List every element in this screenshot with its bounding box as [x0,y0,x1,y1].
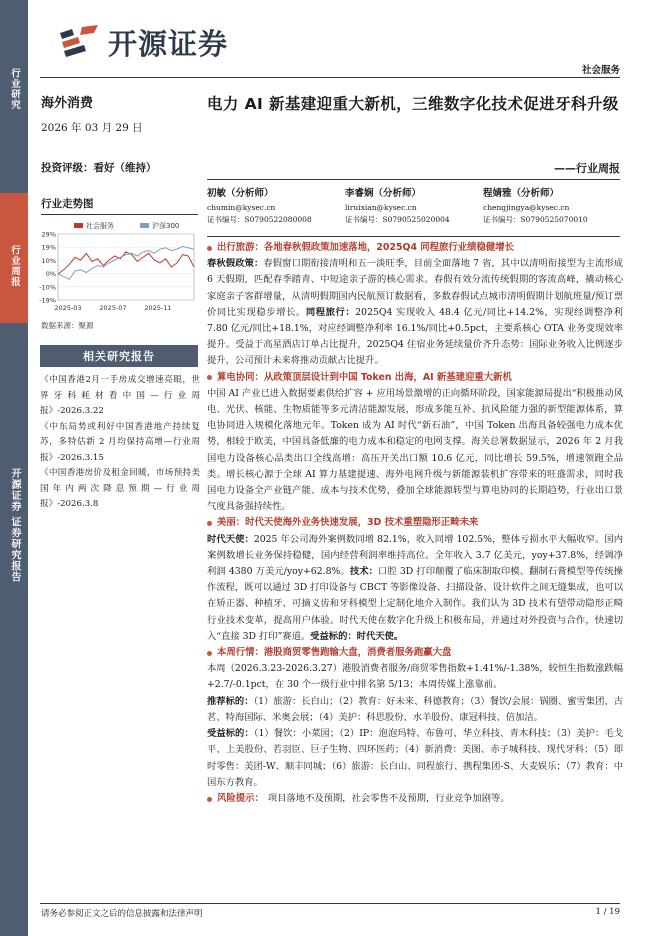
bullet-icon [207,246,212,251]
analyst-list [207,187,623,226]
x-tick-label: 2025-11 [144,304,172,312]
trend-chart-title: 行业走势图 [41,198,94,210]
analyst-cert: 证书编号：S0790525020004 [345,215,450,224]
related-reports-list [40,373,200,513]
section-paragraph: 本周（2026.3.23-2026.3.27）港股消费者服务/商贸零售指数+1.41%/-1.38%，较恒生指数涨跌幅+2.7/-0.1pct，在 30 个一级行业中排名第 5/13；本周传媒上涨靠前。 [207,663,623,691]
bullet-icon [207,521,212,526]
side-band [0,0,28,936]
side-band-top [0,0,28,193]
analyst-email[interactable]: chumin@kysec.cn [207,203,276,212]
footer-divider [40,903,620,904]
analyst-divider [207,179,620,180]
report-type: ——行业周报 [554,162,620,175]
related-report-link[interactable]: 《中东局势或利好中国香港地产持续复苏，多特估新 2 月均保持高增—行业周报》-2026.3.15 [40,421,200,463]
y-tick-label: -10% [39,283,56,292]
analyst-name: 初敏（分析师） [207,188,274,199]
bullet-icon [207,651,212,656]
report-date: 2026 年 03 月 29 日 [41,122,143,134]
side-band-mid [0,193,28,323]
related-reports-title: 相关研究报告 [40,345,198,367]
beneficiary-stocks: 受益标的：（1）餐饮：小菜园；（2）IP：泡泡玛特、布鲁可、华立科技、青木科技；（3）美护：毛戈平、上美股份、若羽臣、巨子生物、四环医药；（4）新消费：美图、赤子城科技、现代牙科；（5）即时零售：美团-W、顺丰同城；（6）旅游：长白山、同程旅行、携程集团-S、大麦娱乐；（7）教育：中国东方教育。 [207,728,623,788]
side-label-brand: 开源证券 证券研究报告 [9,468,20,583]
trend-chart-svg [34,216,200,316]
brand-logo [58,22,228,63]
legend-label: 沪深300 [152,222,180,230]
recommended-stocks: 推荐标的：（1）旅游：长白山；（2）教育：好未来、科德教育；（3）餐饮/会展：锅圈、蜜雪集团、古茗、特海国际、米奥会展；（4）美护：科思股份、水羊股份、康冠科技、倍加洁。 [207,695,624,723]
analyst-name: 程婧雅（分析师） [483,188,560,199]
brand-mark-icon [58,25,102,61]
footer-disclaimer: 请务必参阅正文之后的信息披露和法律声明 [41,909,203,919]
section-paragraph: 春秋假政策：春假窗口期衔接清明和五一淡旺季，目前全面落地 7 省，其中以清明衔接型为主流形成 6 天假期，匹配春季踏青、中短途亲子游的核心需求。春假有效分流传统假期的客流高峰，撬动核心家庭亲子客群增量，从清明假期国内民航预订数据看，多数春假试点城市清明假期计划航班量/预订票价同比实现稳步增长。同程旅行：2025Q4 实现收入 48.4 亿元/同比+14.2%，实现经调整净利 7.80 亿元/同比+18.1%，对应经调整净利率 16.1%/同比+0.5pct，主要系核心 OTA 业务变现效率提升。受益于高星酒店订单占比提升，2025Q4 住宿业务延续量价齐升态势：国际业务收入比例逐步提升，公司预计未来将推动贡献占比提升。 [207,258,623,367]
analyst-name: 李睿娴（分析师） [345,188,422,199]
industry-tag: 社会服务 [581,65,620,76]
legend-swatch [74,223,83,228]
analyst-divider-bottom [207,236,620,237]
chart-source: 数据来源：聚源 [41,321,94,330]
y-tick-label: 19% [41,243,56,252]
chart-frame [58,234,194,300]
bullet-icon [207,797,212,802]
analyst-email[interactable]: liruixian@kysec.cn [345,203,417,212]
legend-swatch [140,223,149,228]
header-divider [40,77,620,78]
analyst-card [483,187,621,226]
analyst-cert: 证书编号：S0790525070010 [483,215,588,224]
section-heading-beauty: 美丽：时代天使海外业务快速发展，3D 技术重塑隐形正畸未来 [207,515,623,531]
y-tick-label: 10% [41,256,56,265]
x-tick-label: 2025-07 [99,304,127,312]
side-band-bottom [0,323,28,936]
analyst-card [207,187,345,226]
legend-label: 社会服务 [86,222,114,230]
section-heading-travel: 出行旅游：各地春秋假政策加速落地，2025Q4 同程旅行业绩稳健增长 [207,240,623,256]
brand-name: 开源证券 [108,27,229,61]
trend-chart [34,216,200,316]
report-body [207,240,623,807]
y-tick-label: 29% [41,230,56,239]
bullet-icon [207,375,212,380]
page-number: 1 / 19 [595,907,620,917]
analyst-cert: 证书编号：S0790522080008 [207,215,312,224]
risk-text: 项目落地不及预期，社会零售不及预期，行业竞争加剧等。 [267,792,510,804]
trend-divider [41,214,198,215]
section-paragraph: 中国 AI 产业已进入数据要素供给扩容 + 应用场景激增的正向循环阶段，国家能源局提出“积极推动风电、光伏、核能、生物质能等多元清洁能源发展，形成多能互补、抗风险能力强的新型能源体系，算电协同进入规模化落地元年。Token 成为 AI 时代“新石油”，中国 Token 出海具备较强电力成本优势，相较于欧美，中国具备低廉的电力成本和稳定的电网支撑。海关总署数据显示，2026 年 2 月我国电力设备核心品类出口全线高增：高压开关出口额 10.6 亿元，同比增长 59.5%，增速领跑全品类。增长核心源于全球 AI 算力基建提速、海外电网升级与新能源装机扩容带来的旺盛需求，同时我国电力设备全产业链产能、成本与技术优势，叠加全球能源转型与算电协同的长期趋势，行业出口景气度具备强持续性。 [207,387,623,513]
related-report-link[interactable]: 《中国香港房价及租金回暖，市场预持美国年内两次降息预期—行业周报》-2026.3.8 [40,468,200,509]
sector-name: 海外消费 [41,96,94,111]
section-heading-risk: 风险提示： 项目落地不及预期，社会零售不及预期，行业竞争加剧等。 [207,791,623,807]
analyst-card [345,187,483,226]
analyst-email[interactable]: chengjingya@kysec.cn [483,203,570,212]
section-heading-power: 算电协同：从政策顶层设计到中国 Token 出海，AI 新基建迎重大新机 [207,370,623,386]
x-tick-label: 2025-03 [54,304,82,312]
investment-rating: 投资评级：看好（维持） [41,162,157,174]
section-heading-market: 本周行情：港股商贸零售跑输大盘，消费者服务跑赢大盘 [207,645,623,661]
side-label-weekly: 行业周报 [9,245,20,287]
section-paragraph: 时代天使：2025 年公司海外案例数同增 82.1%，收入同增 102.5%，整体亏损水平大幅收窄。国内案例数增长业务保持稳健，国内经营利润率维持高位。全年收入 3.7 亿美元，yoy+37.8%，经调净利润 4380 万美元/yoy+62.8%。技术：口腔 3D 打印颠覆了临床制取印模、翻制石膏模型等传统操作流程，既可以通过 3D 打印设备与 CBCT 等影像设备、扫描设备、设计软件之间无缝集成，也可以在矫正器、种植牙、可摘义齿和牙科模型上定制化地介入制作。我们认为 3D 技术有望带动隐形正畸行业技术变革，提高用户体验。时代天使在数字化升级上积极布局，并通过对外投资与合作，快速切入“直接 3D 打印”赛道。受益标的：时代天使。 [207,533,623,642]
report-title: 电力 AI 新基建迎重大新机，三维数字化技术促进牙科升级 [207,95,619,113]
y-tick-label: 0% [45,270,56,279]
related-report-link[interactable]: 《中国香港2月一手房成交增速亮眼，世界牙科耗材看中国—行业周报》-2026.3.22 [40,375,200,416]
y-tick-label: -19% [39,296,56,305]
side-label-research: 行业研究 [9,68,20,110]
